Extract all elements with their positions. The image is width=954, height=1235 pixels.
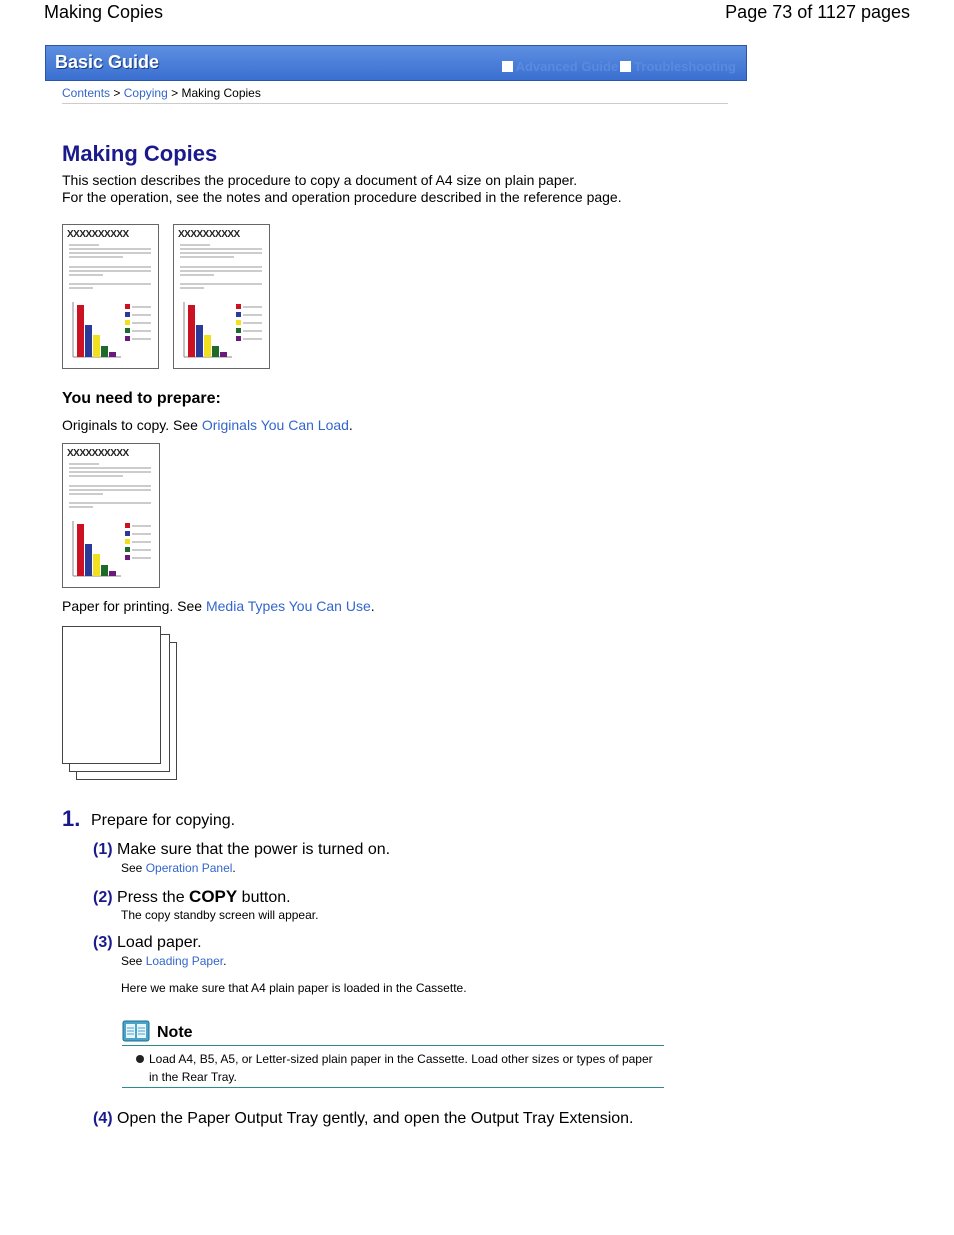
substep-text: Load paper. [117, 934, 202, 951]
advanced-guide-link[interactable]: Advanced Guide [515, 59, 619, 74]
period: . [348, 417, 353, 433]
breadcrumb-current: Making Copies [181, 86, 261, 100]
breadcrumb-copying-link[interactable]: Copying [123, 86, 168, 100]
substep-3-see [121, 954, 226, 968]
section-heading: Making Copies [62, 141, 218, 166]
copy-document-image [173, 224, 270, 369]
substep-2 [93, 887, 291, 907]
divider [62, 103, 728, 104]
document-chart-illustration [63, 444, 159, 587]
substep-3-detail: Here we make sure that A4 plain paper is loaded in the Cassette. [121, 981, 467, 995]
substep-number: (3) [93, 934, 113, 951]
guide-links [502, 59, 736, 74]
square-icon [502, 61, 513, 72]
intro-line: For the operation, see the notes and operation procedure described in the reference page. [62, 189, 622, 205]
period: . [370, 598, 375, 614]
loading-paper-link[interactable]: Loading Paper [145, 954, 224, 968]
breadcrumb [62, 86, 261, 100]
document-thumb-title: XXXXXXXXXX [67, 229, 129, 240]
substep-number: (2) [93, 889, 113, 906]
note-box [122, 1018, 664, 1088]
troubleshooting-link[interactable]: Troubleshooting [634, 59, 736, 74]
originals-line [62, 417, 353, 433]
blank-paper-stack-image [60, 624, 182, 784]
original-document-image [62, 224, 159, 369]
substep-text: Press the [117, 889, 190, 906]
substep-4 [93, 1110, 633, 1128]
page-title: Making Copies [44, 2, 164, 22]
originals-text: Originals to copy. See [62, 417, 202, 433]
copy-key-label: COPY [189, 887, 238, 906]
book-icon [122, 1020, 150, 1042]
document-chart-illustration [63, 225, 158, 368]
page-counter: Page 73 of 1127 pages [725, 2, 910, 22]
operation-panel-link[interactable]: Operation Panel [145, 861, 233, 875]
note-title: Note [157, 1024, 193, 1041]
intro-line: This section describes the procedure to copy a document of A4 size on plain paper. [62, 172, 578, 188]
document-thumb-title: XXXXXXXXXX [67, 448, 129, 459]
originals-link[interactable]: Originals You Can Load [201, 417, 349, 433]
see-text: See [121, 954, 146, 968]
substep-1-see [121, 861, 236, 875]
see-text: See [121, 861, 146, 875]
intro-text [62, 172, 622, 206]
prepare-heading: You need to prepare: [62, 390, 221, 407]
breadcrumb-separator: > [113, 86, 121, 100]
substep-text: button. [237, 889, 291, 906]
substep-text: Make sure that the power is turned on. [117, 841, 391, 858]
breadcrumb-separator: > [171, 86, 179, 100]
paper-line [62, 598, 375, 614]
substep-number: (1) [93, 841, 113, 858]
document-thumb-title: XXXXXXXXXX [178, 229, 240, 240]
period: . [232, 861, 236, 875]
document-chart-illustration [174, 225, 269, 368]
square-icon [620, 61, 631, 72]
substep-1 [93, 841, 390, 859]
step-text: Prepare for copying. [91, 812, 236, 829]
basic-guide-title: Basic Guide [55, 52, 160, 72]
period: . [223, 954, 227, 968]
substep-2-detail: The copy standby screen will appear. [121, 908, 319, 922]
step-number: 1. [62, 806, 81, 831]
note-rule-bottom [122, 1087, 664, 1088]
substep-number: (4) [93, 1110, 113, 1127]
breadcrumb-contents-link[interactable]: Contents [62, 86, 111, 100]
guide-banner [45, 45, 747, 81]
original-document-image [62, 443, 160, 588]
note-text: Load A4, B5, A5, or Letter-sized plain paper in the Cassette. Load other sizes or types of paper in the Rear Tray. [149, 1052, 653, 1084]
note-rule-top [122, 1045, 664, 1046]
substep-text: Open the Paper Output Tray gently, and open the Output Tray Extension. [117, 1110, 634, 1127]
paper-link[interactable]: Media Types You Can Use [205, 598, 371, 614]
paper-text: Paper for printing. See [62, 598, 206, 614]
substep-3 [93, 934, 202, 952]
bullet-icon [136, 1055, 144, 1063]
